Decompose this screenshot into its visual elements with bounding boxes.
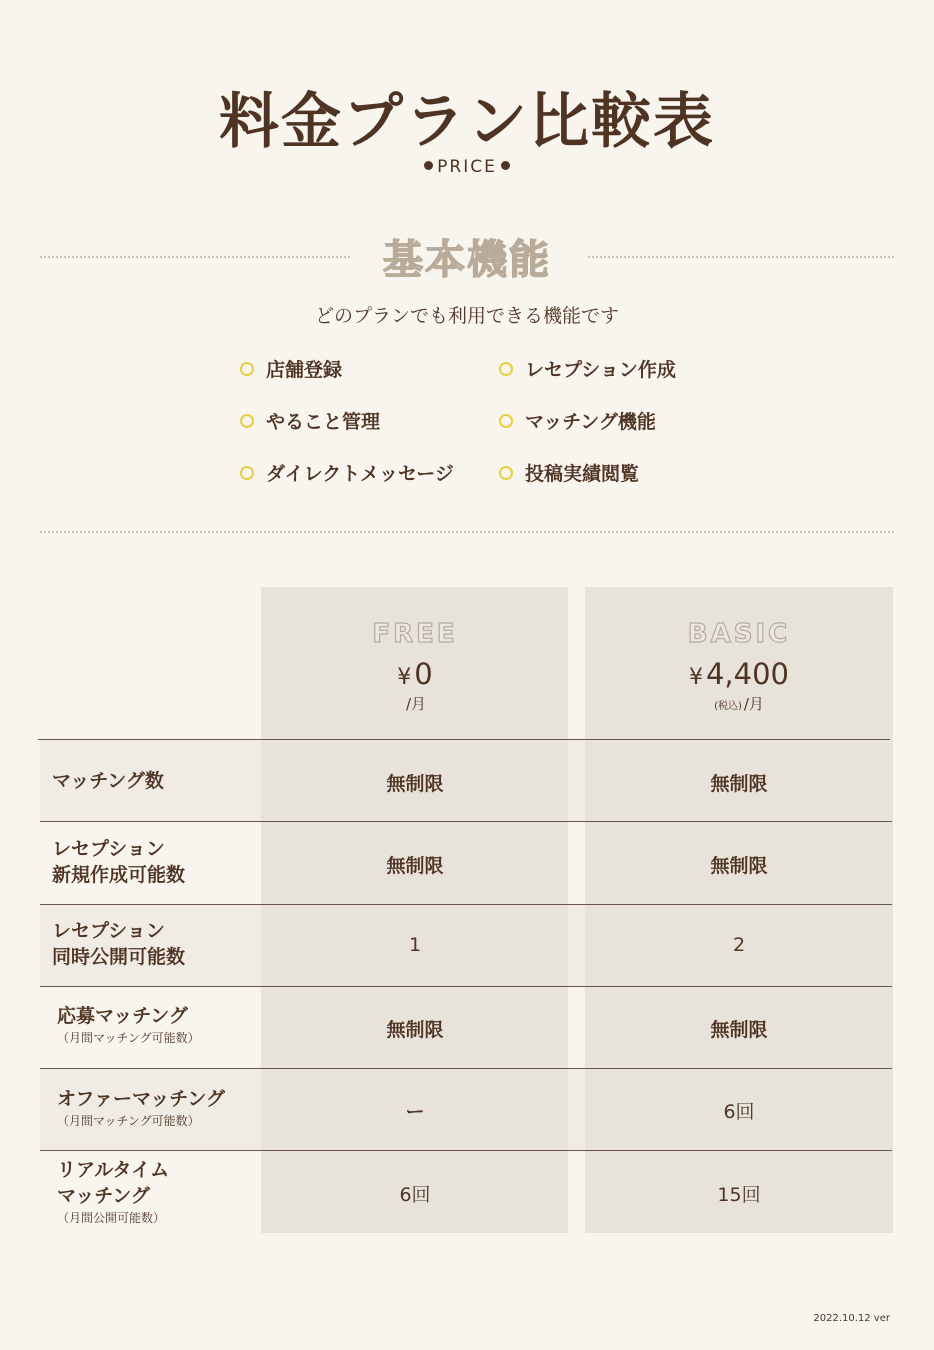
feature-label: ダイレクトメッセージ: [266, 463, 454, 485]
row-label: [52, 918, 185, 970]
price-value: 4,400: [705, 657, 790, 691]
row-divider: [40, 904, 892, 905]
row-divider: [40, 986, 892, 987]
row-label: [57, 1157, 169, 1227]
feature-item: [499, 407, 656, 434]
row-label-note: （月間マッチング可能数）: [57, 1114, 200, 1128]
row-divider: [40, 821, 892, 822]
row-label-line: 応募マッチング: [57, 1005, 188, 1027]
plan-price-basic: [585, 657, 893, 691]
yen-symbol: ¥: [397, 665, 412, 690]
section-heading: 基本機能: [383, 237, 551, 283]
table-cell-basic: 無制限: [710, 773, 768, 795]
price-value: 0: [414, 657, 433, 691]
bullet-dot-icon: [424, 161, 433, 170]
page-subtitle: [0, 157, 934, 177]
row-label-line: マッチング数: [52, 770, 164, 792]
yen-symbol: ¥: [688, 665, 703, 690]
table-cell-basic: 15回: [717, 1184, 761, 1206]
table-cell-basic: 無制限: [710, 1019, 768, 1041]
row-label-line: レセプション: [52, 920, 165, 942]
circle-bullet-icon: [499, 414, 513, 428]
row-label-line: リアルタイム: [57, 1159, 170, 1181]
divider-dotted: [40, 531, 894, 533]
circle-bullet-icon: [499, 466, 513, 480]
table-cell-free: 6回: [399, 1184, 431, 1206]
feature-item: [240, 459, 454, 486]
row-label-line: 同時公開可能数: [52, 946, 186, 968]
feature-item: [240, 355, 342, 382]
circle-bullet-icon: [240, 362, 254, 376]
row-divider: [38, 739, 890, 740]
feature-label: 店舗登録: [266, 359, 343, 381]
plan-price-free: [261, 657, 569, 691]
subtitle-text: PRICE: [437, 157, 497, 177]
unit-label: /月: [743, 695, 764, 713]
unit-label: /月: [405, 695, 427, 713]
feature-item: [499, 355, 676, 382]
page-title: 料金プラン比較表: [219, 87, 715, 157]
feature-item: [240, 407, 380, 434]
row-divider: [40, 1150, 892, 1151]
feature-item: [499, 459, 639, 486]
row-label: [52, 768, 164, 794]
table-cell-basic: 6回: [723, 1101, 755, 1123]
row-label-line: 新規作成可能数: [52, 864, 186, 886]
row-divider: [40, 1068, 892, 1069]
row-label-note: （月間公開可能数）: [57, 1211, 166, 1225]
feature-label: 投稿実績閲覧: [525, 463, 640, 485]
table-cell-free: ー: [405, 1101, 425, 1123]
row-label-line: レセプション: [52, 838, 165, 860]
table-cell-free: 無制限: [386, 1019, 444, 1041]
row-label-line: マッチング: [57, 1185, 150, 1207]
table-cell-basic: 2: [732, 934, 746, 956]
plan-name-basic: BASIC: [687, 619, 791, 649]
circle-bullet-icon: [240, 466, 254, 480]
plan-name-free: FREE: [372, 619, 458, 649]
table-cell-free: 無制限: [386, 855, 444, 877]
circle-bullet-icon: [240, 414, 254, 428]
circle-bullet-icon: [499, 362, 513, 376]
row-label: [52, 836, 185, 888]
row-label-note: （月間マッチング可能数）: [57, 1031, 200, 1045]
plan-unit-basic: [585, 693, 893, 714]
row-label-line: オファーマッチング: [57, 1088, 225, 1110]
row-label: [57, 1086, 225, 1130]
feature-label: レセプション作成: [525, 359, 676, 381]
table-cell-basic: 無制限: [710, 855, 768, 877]
table-cell-free: 無制限: [386, 773, 444, 795]
table-cell-free: 1: [408, 934, 422, 956]
section-description: どのプランでも利用できる機能です: [314, 305, 619, 327]
row-label: [57, 1003, 200, 1047]
feature-label: マッチング機能: [525, 411, 656, 433]
tax-note: (税込): [714, 701, 742, 712]
bullet-dot-icon: [501, 161, 510, 170]
version-label: 2022.10.12 ver: [813, 1313, 890, 1324]
feature-label: やること管理: [266, 411, 381, 433]
plan-unit-free: [261, 693, 569, 714]
